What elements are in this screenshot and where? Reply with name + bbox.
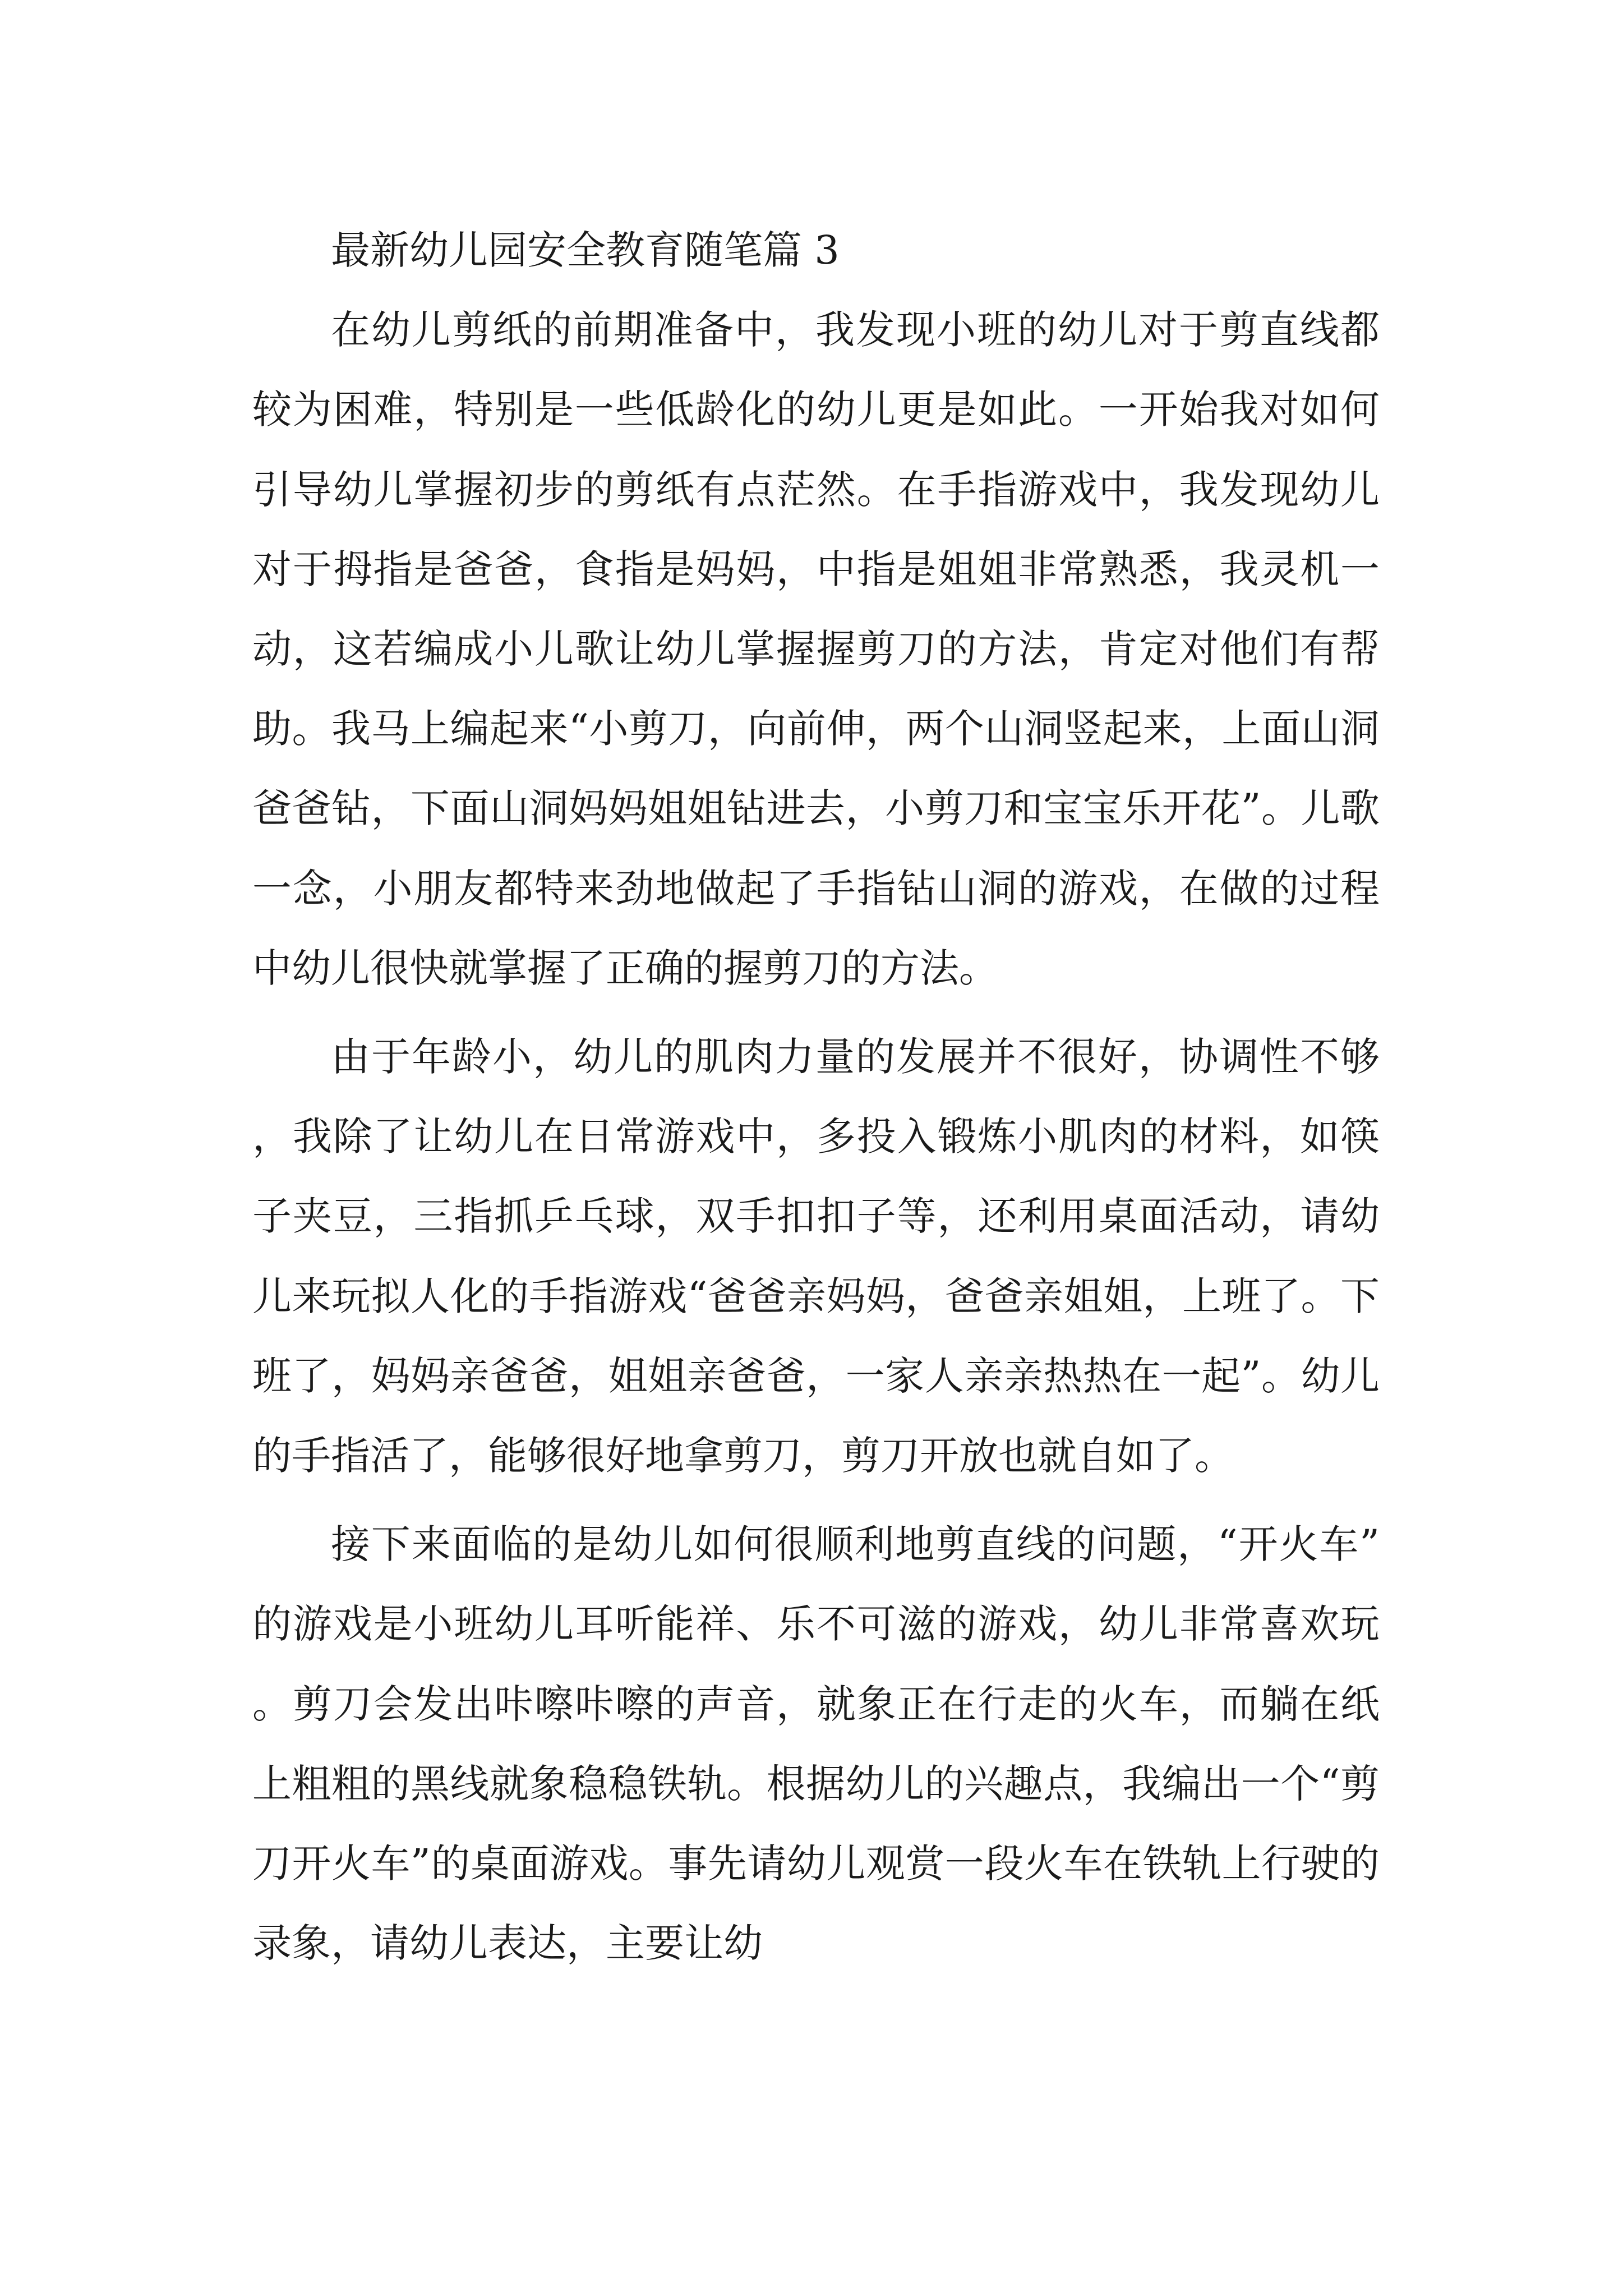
document-title: 最新幼儿园安全教育随笔篇 3 [331, 227, 840, 273]
paragraph-3: 接下来面临的是幼儿如何很顺利地剪直线的问题，“开火车”的游戏是小班幼儿耳听能祥、乐不可滋的游戏，幼儿非常喜欢玩。剪刀会发出咔嚓咔嚓的声音，就象正在行走的火车，而躺在纸上粗粗的黑线就象稳稳铁轨。根据幼儿的兴趣点，我编出一个“剪刀开火车”的桌面游戏。事先请幼儿观赏一段火车在铁轨上行驶的录象，请幼儿表达，主要让幼 [252, 1521, 1380, 1967]
paragraph-2: 由于年龄小，幼儿的肌肉力量的发展并不很好，协调性不够，我除了让幼儿在日常游戏中，多投入锻炼小肌肉的材料，如筷子夹豆，三指抓乒乓球，双手扣扣子等，还利用桌面活动，请幼儿来玩拟人化的手指游戏“爸爸亲妈妈，爸爸亲姐姐，上班了。下班了，妈妈亲爸爸，姐姐亲爸爸，一家人亲亲热热在一起”。幼儿的手指活了，能够很好地拿剪刀，剪刀开放也就自如了。 [252, 1034, 1380, 1479]
paragraph-1: 在幼儿剪纸的前期准备中，我发现小班的幼儿对于剪直线都较为困难，特别是一些低龄化的幼儿更是如此。一开始我对如何引导幼儿掌握初步的剪纸有点茫然。在手指游戏中，我发现幼儿对于拇指是爸爸，食指是妈妈，中指是姐姐非常熟悉，我灵机一动，这若编成小儿歌让幼儿掌握握剪刀的方法，肯定对他们有帮助。我马上编起来“小剪刀，向前伸，两个山洞竖起来，上面山洞爸爸钻，下面山洞妈妈姐姐钻进去，小剪刀和宝宝乐开花”。儿歌一念，小朋友都特来劲地做起了手指钻山洞的游戏，在做的过程中幼儿很快就掌握了正确的握剪刀的方法。 [252, 307, 1380, 991]
document-body [252, 210, 1380, 1992]
